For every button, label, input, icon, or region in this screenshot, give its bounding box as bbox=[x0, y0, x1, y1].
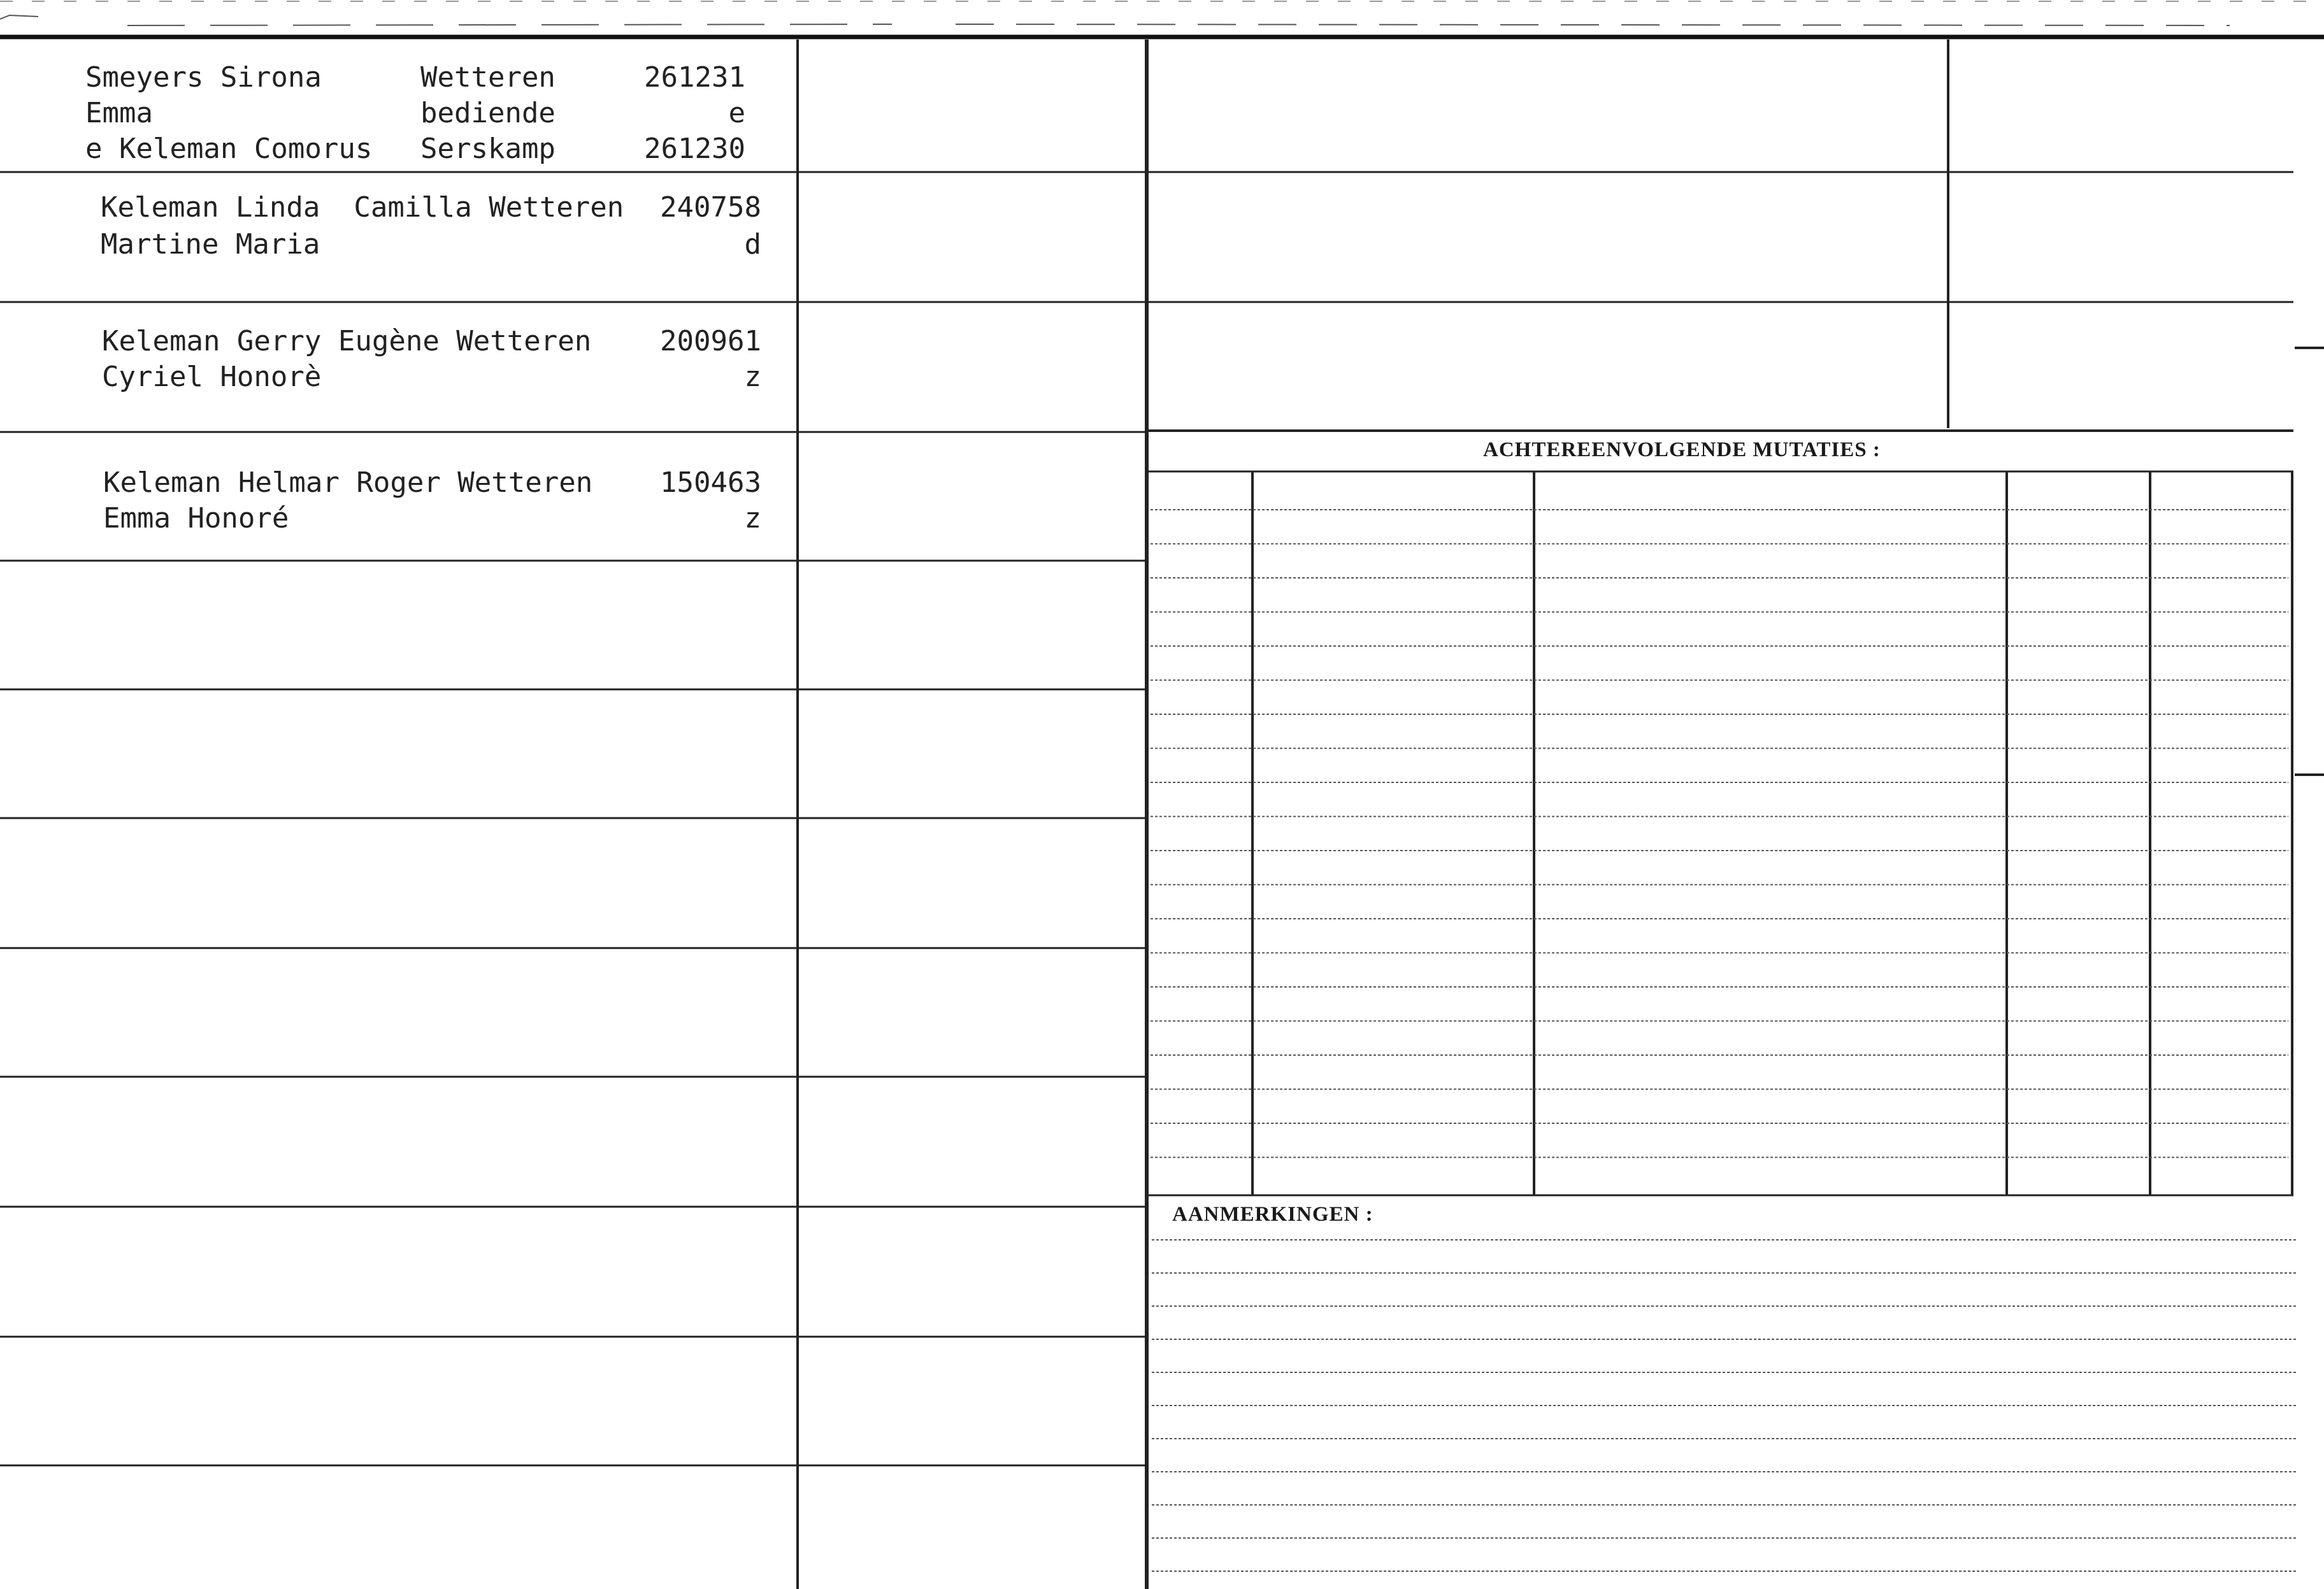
record-4-line-1: Keleman Helmar Roger Wetteren bbox=[103, 466, 593, 499]
mutations-title: ACHTEREENVOLGENDE MUTATIES : bbox=[1483, 438, 1881, 461]
record-2-mark: d bbox=[744, 228, 761, 261]
remarks-dotted-lines bbox=[1152, 1240, 2297, 1571]
record-1-place-line-2: bediende bbox=[420, 97, 556, 129]
record-1-name-line-3: e Keleman Comorus bbox=[85, 133, 373, 165]
record-1-code-line-1: 261231 bbox=[644, 61, 745, 94]
record-3-code: 200961 bbox=[660, 325, 761, 357]
record-4-mark: z bbox=[744, 502, 761, 535]
record-2-code: 240758 bbox=[660, 191, 761, 224]
record-1-code-line-2: e bbox=[728, 97, 745, 129]
top-edge-border bbox=[0, 1, 2324, 37]
record-2-line-1: Keleman Linda Camilla Wetteren bbox=[101, 191, 624, 224]
record-3-line-1: Keleman Gerry Eugène Wetteren bbox=[102, 325, 592, 357]
margin-ticks bbox=[2295, 348, 2324, 775]
record-4-code: 150463 bbox=[660, 466, 761, 499]
record-1-name-line-2: Emma bbox=[85, 97, 153, 129]
record-1-name-line-1: Smeyers Sirona bbox=[85, 61, 322, 94]
mutations-dotted-lines bbox=[1151, 510, 2288, 1158]
record-3-mark: z bbox=[744, 361, 761, 393]
left-grid bbox=[798, 40, 1948, 1589]
record-2-line-2: Martine Maria bbox=[101, 228, 320, 261]
record-1-place-line-3: Serskamp bbox=[420, 133, 556, 165]
remarks-title: AANMERKINGEN : bbox=[1172, 1203, 1374, 1226]
mutations-table bbox=[1147, 431, 2293, 1195]
record-3-line-2: Cyriel Honorè bbox=[102, 361, 322, 393]
record-1-place-line-1: Wetteren bbox=[420, 61, 556, 94]
record-4-line-2: Emma Honoré bbox=[103, 502, 289, 535]
record-1-code-line-3: 261230 bbox=[644, 133, 745, 165]
